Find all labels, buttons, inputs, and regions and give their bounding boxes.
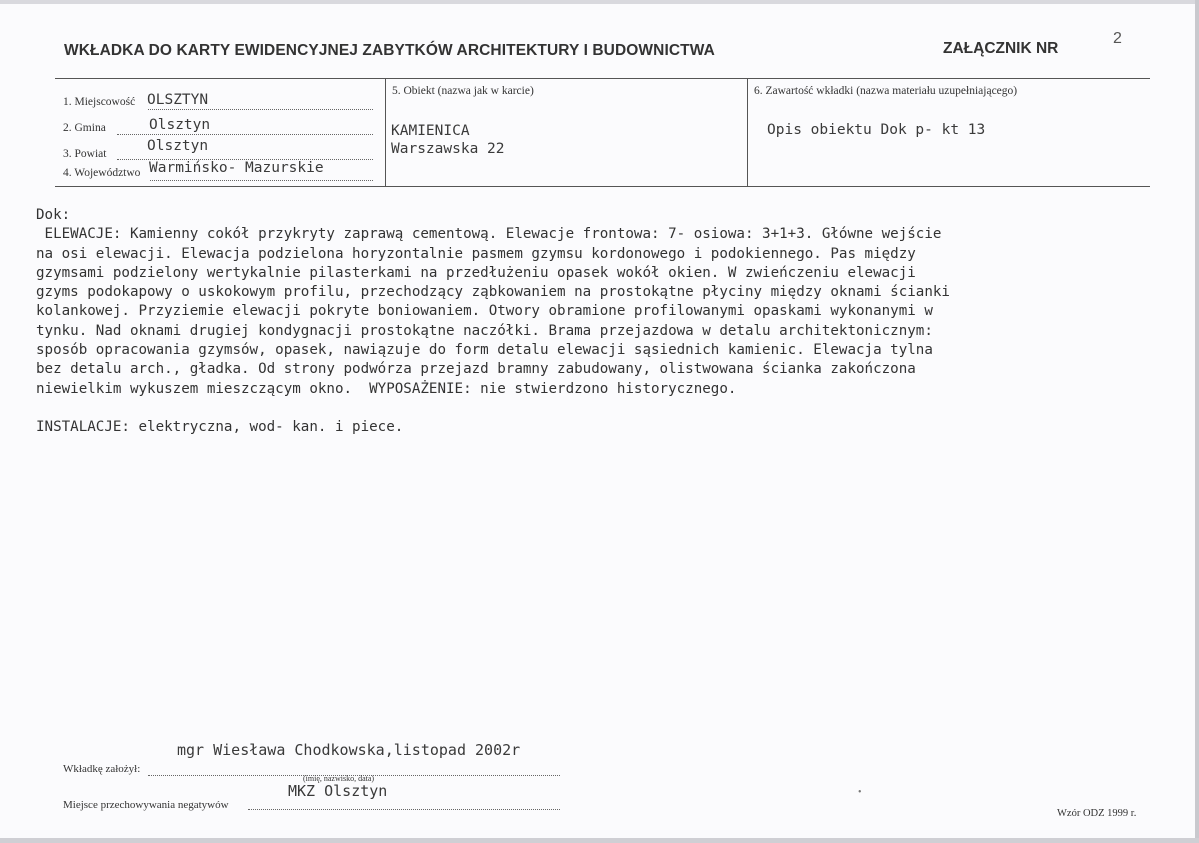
contents-value: Opis obiektu Dok p- kt 13: [767, 122, 986, 138]
negatives-dotted-line: [248, 809, 560, 810]
text-line: [36, 399, 1136, 418]
commune-value: Olsztyn: [149, 117, 211, 133]
author-value: mgr Wiesława Chodkowska,listopad 2002r: [177, 741, 521, 759]
text-line: tynku. Nad oknami drugiej kondygnacji prostokątne naczółki. Brama przejazdowa w detalu architektonicznym:: [36, 322, 933, 339]
negatives-location-value: MKZ Olsztyn: [288, 782, 388, 800]
text-line: gzymsami podzielony wertykalnie pilasterkami na przedłużeniu opasek wokół okien. W zwieńczeniu elewacji: [36, 264, 916, 281]
town-dotted-line: [148, 109, 373, 110]
object-name: KAMIENICA: [391, 123, 470, 139]
table-top-rule: [55, 78, 1150, 79]
scan-edge-right: [1195, 0, 1199, 843]
text-line: Dok:: [36, 207, 71, 223]
form-model: Wzór ODZ 1999 r.: [1057, 808, 1137, 819]
scan-speck: •: [858, 787, 862, 798]
text-line: sposób opracowania gzymsów, opasek, nawiązuje do form detalu elewacji sąsiednich kamienic. Elewacja tylna: [36, 342, 933, 359]
text-line: ELEWACJE: Kamienny cokół przykryty zaprawą cementową. Elewacje frontowa: 7- osiowa: 3+1+3. Główne wejście: [36, 226, 942, 243]
table-bottom-rule: [55, 186, 1150, 187]
description-text: [36, 206, 1136, 438]
commune-label: 2. Gmina: [63, 122, 106, 134]
text-line: kolankowej. Przyziemie elewacji pokryte boniowaniem. Otwory obramione profilowanymi opaskami wykonanymi w: [36, 303, 933, 320]
district-label: 3. Powiat: [63, 148, 107, 160]
text-line: gzyms podokapowy o uskokowym profilu, przechodzący ząbkowaniem na prostokątne płyciny między oknami ścianki: [36, 284, 950, 301]
author-hint: (imię, nazwisko, data): [303, 774, 375, 783]
district-value: Olsztyn: [147, 138, 209, 154]
page-number: 2: [1113, 30, 1122, 47]
town-value: OLSZTYN: [147, 92, 209, 108]
column-divider-1: [385, 78, 386, 187]
negatives-location-label: Miejsce przechowywania negatywów: [63, 799, 229, 811]
text-line: na osi elewacji. Elewacja podzielona horyzontalnie pasmem gzymsu kordonowego i podokiennego. Pas między: [36, 245, 916, 262]
text-line: INSTALACJE: elektryczna, wod- kan. i piece.: [36, 419, 404, 436]
voivodeship-label: 4. Województwo: [63, 167, 141, 179]
object-address: Warszawska 22: [391, 141, 505, 157]
column-divider-2: [747, 78, 748, 187]
voivodeship-value: Warmińsko- Mazurskie: [149, 160, 324, 176]
annex-number-label: ZAŁĄCZNIK NR: [943, 40, 1059, 57]
form-title: WKŁADKA DO KARTY EWIDENCYJNEJ ZABYTKÓW ARCHITEKTURY I BUDOWNICTWA: [64, 42, 715, 59]
object-column-label: 5. Obiekt (nazwa jak w karcie): [392, 85, 534, 97]
scan-edge-top: [0, 0, 1199, 4]
town-label: 1. Miejscowość: [63, 96, 136, 108]
scan-edge-bottom: [0, 838, 1199, 843]
commune-dotted-line: [117, 134, 373, 135]
contents-column-label: 6. Zawartość wkładki (nazwa materiału uzupełniającego): [754, 85, 1018, 97]
author-label: Wkładkę założył:: [63, 763, 141, 775]
text-line: bez detalu arch., gładka. Od strony podwórza przejazd bramny zabudowany, olistwowana ścianka zakończona: [36, 361, 916, 378]
text-line: niewielkim wykuszem mieszczącym okno. WYPOSAŻENIE: nie stwierdzono historycznego.: [36, 380, 737, 397]
voivodeship-dotted-line: [150, 180, 373, 181]
